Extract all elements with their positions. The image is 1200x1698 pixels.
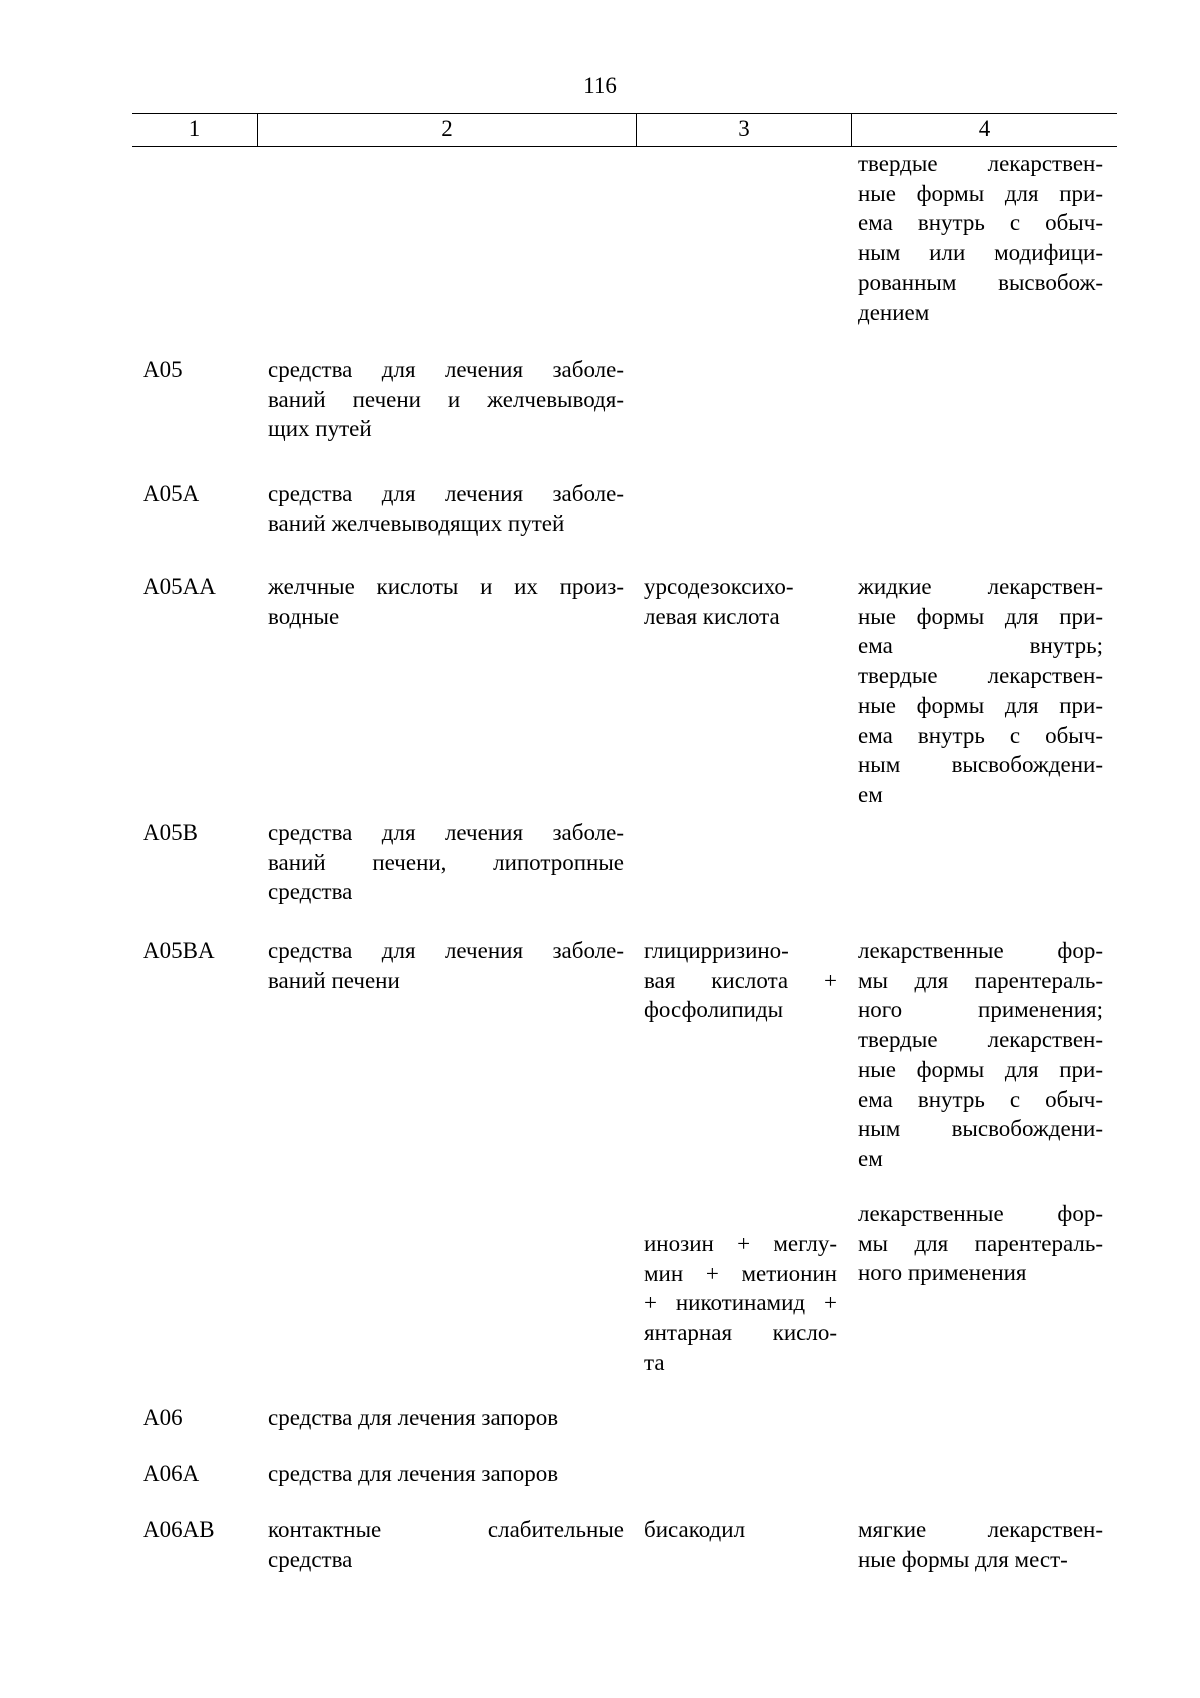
row-5-name [268,936,624,995]
drug-line: глицирризино- [644,938,789,963]
row-0-form [858,149,1103,327]
page-number: 116 [583,73,617,98]
form-line: лекарственные фор- [858,1201,1103,1226]
row-4-name [268,818,624,907]
row-2-name [268,479,624,538]
name-line: ваний печени и желчевыводя- [268,386,624,412]
form-line: дением [858,299,930,325]
form-line: мы для парентераль- [858,1230,1103,1256]
name-line: средства [268,879,353,905]
drug-line: вая кислота + [644,967,837,993]
form-line: лекарственные фор- [858,938,1103,963]
row-5-form [858,936,1103,1174]
form-line: мы для парентераль- [858,967,1103,993]
name-line: щих путей [268,416,372,442]
name-line: водные [268,603,340,629]
form-line: ем [858,1145,883,1171]
row-1-code: A05 [143,357,183,382]
drug-line: фосфолипиды [644,997,784,1023]
drug-line: урсодезоксихо- [644,574,794,599]
name-line: средства для лечения заболе- [268,820,624,845]
form-line: ема внутрь с обыч- [858,210,1103,236]
column-header-1: 1 [188,116,201,141]
row-3-name [268,572,624,631]
form-line: рованным высвобож- [858,269,1103,295]
name-line: контактные слабительные [268,1517,624,1542]
table-header [132,113,1117,147]
form-line: ные формы для мест- [858,1546,1068,1572]
name-line: средства для лечения запоров [268,1461,559,1486]
column-header-4: 4 [851,114,1117,146]
row-3-code: A05AA [143,574,216,599]
row-5-drug [644,936,837,1025]
drug-line: янтарная кисло- [644,1320,837,1346]
drug-line: бисакодил [644,1517,746,1542]
name-line: средства для лечения заболе- [268,481,624,506]
name-line: ваний желчевыводящих путей [268,510,565,536]
row-9-form [858,1515,1103,1574]
form-line: ем [858,781,883,807]
form-line: жидкие лекарствен- [858,574,1103,599]
name-line: средства для лечения заболе- [268,938,624,963]
name-line: ваний печени, липотропные [268,849,624,875]
drug-line: левая кислота [644,603,780,629]
row-6-drug [644,1229,837,1378]
form-line: мягкие лекарствен- [858,1517,1103,1542]
form-line: ема внутрь; [858,633,1103,659]
row-2-code: A05A [143,481,200,506]
form-line: твердые лекарствен- [858,151,1103,176]
drug-line: та [644,1349,665,1375]
form-line: ным или модифици- [858,240,1103,266]
column-header-2: 2 [257,114,636,146]
form-line: ного применения; [858,997,1103,1023]
column-header-3: 3 [636,114,851,146]
row-7-code: A06 [143,1405,183,1430]
row-1-name [268,355,624,444]
form-line: ные формы для при- [858,180,1103,206]
drug-line: мин + метионин [644,1260,837,1286]
form-line: ные формы для при- [858,1056,1103,1082]
form-line: ного применения [858,1260,1027,1286]
row-5-code: A05BA [143,938,215,963]
drug-line: инозин + меглу- [644,1231,837,1256]
row-9-name [268,1515,624,1574]
form-line: ные формы для при- [858,692,1103,718]
form-line: твердые лекарствен- [858,663,1103,689]
form-line: ема внутрь с обыч- [858,722,1103,748]
form-line: ным высвобождени- [858,752,1103,778]
name-line: средства [268,1546,353,1572]
form-line: ема внутрь с обыч- [858,1086,1103,1112]
name-line: средства для лечения запоров [268,1405,559,1430]
form-line: твердые лекарствен- [858,1027,1103,1053]
row-9-drug [644,1515,837,1545]
row-8-name [268,1459,624,1489]
name-line: желчные кислоты и их произ- [268,574,624,599]
row-4-code: A05B [143,820,198,845]
name-line: средства для лечения заболе- [268,357,624,382]
row-6-form [858,1199,1103,1288]
form-line: ные формы для при- [858,603,1103,629]
row-3-drug [644,572,837,631]
row-7-name [268,1403,624,1433]
form-line: ным высвобождени- [858,1116,1103,1142]
row-3-form [858,572,1103,810]
name-line: ваний печени [268,967,400,993]
row-9-code: A06AB [143,1517,215,1542]
row-8-code: A06A [143,1461,200,1486]
drug-line: + никотинамид + [644,1290,837,1316]
